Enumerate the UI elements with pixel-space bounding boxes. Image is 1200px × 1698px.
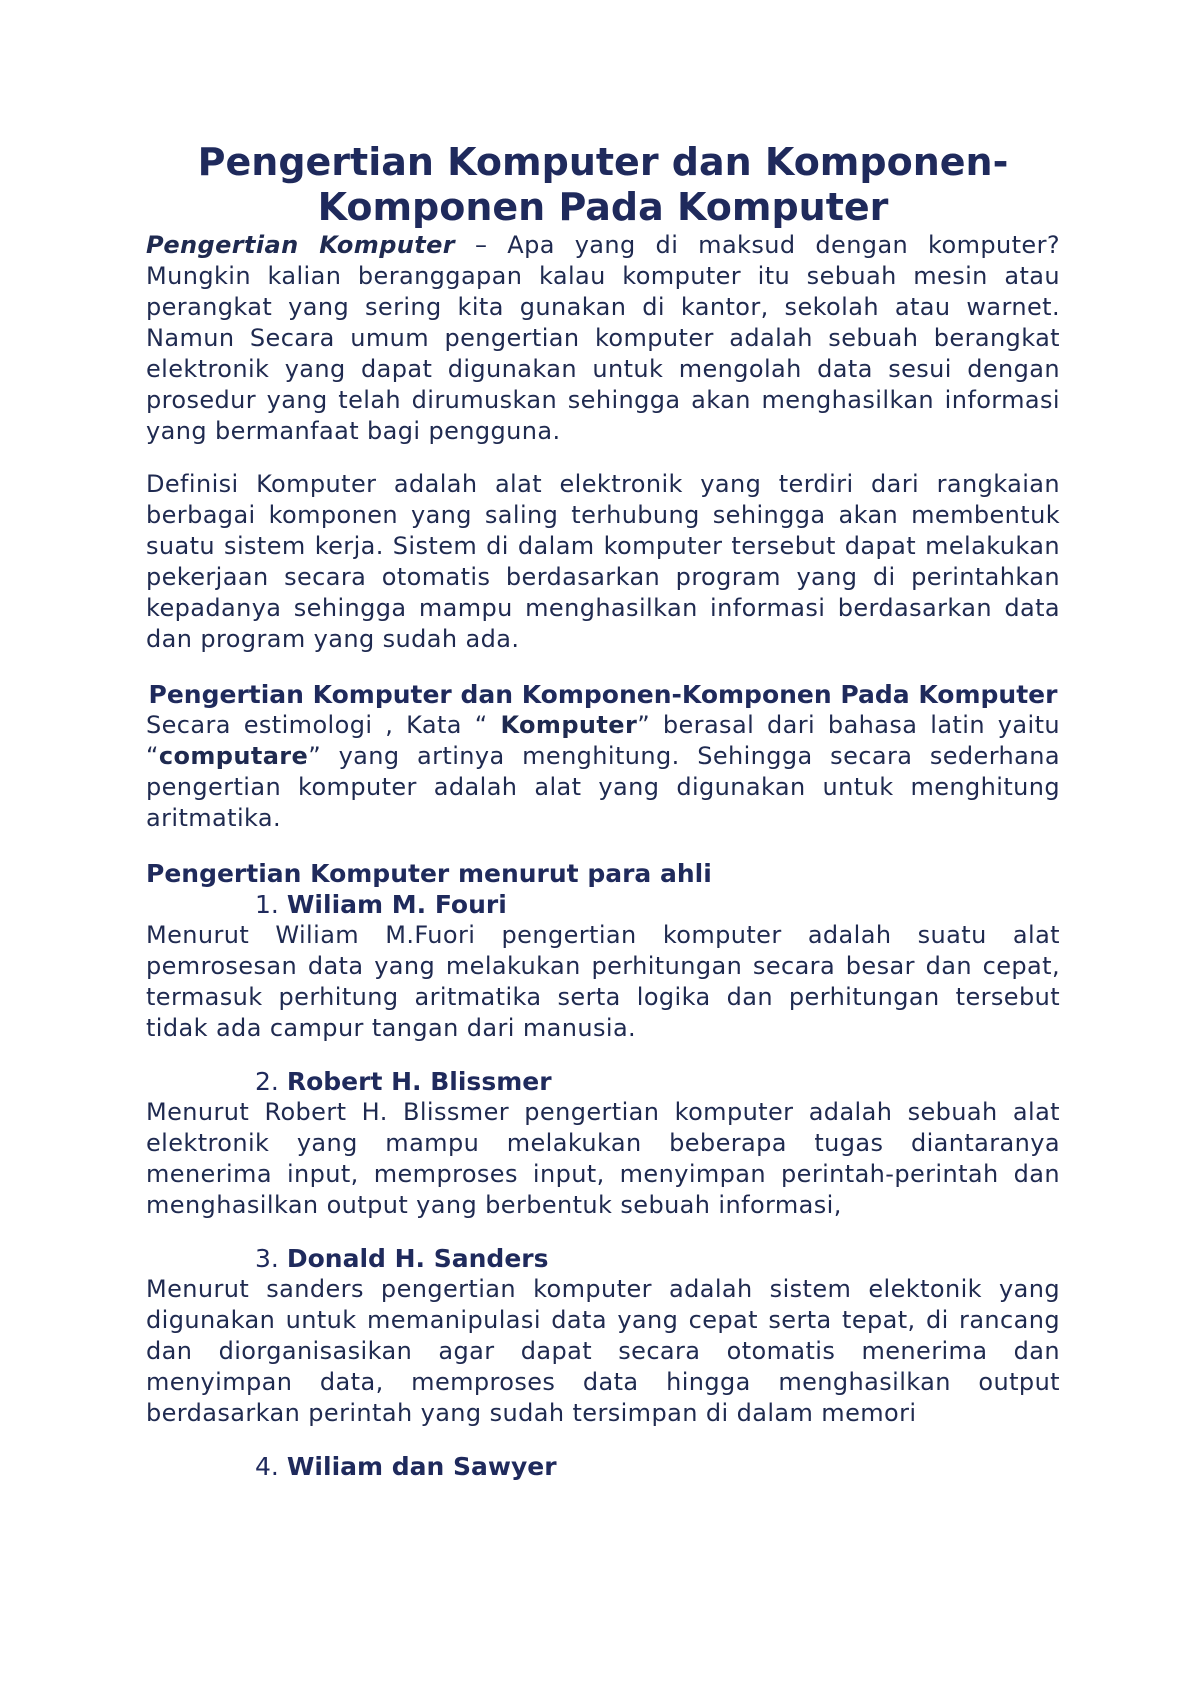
expert-number: 1.: [255, 890, 279, 919]
intro-text: – Apa yang di maksud dengan komputer? Mungkin kalian beranggapan kalau komputer itu sebuah mesin atau perangkat yang sering kita gunakan di kantor, sekolah atau warnet. Namun Secara umum pengertian komputer adalah sebuah berangkat elektronik yang dapat digunakan untuk mengolah data sesui dengan prosedur yang telah dirumuskan sehingga akan menghasilkan informasi yang bermanfaat bagi pengguna.: [146, 231, 1060, 445]
expert-item-2: [146, 1066, 1060, 1097]
page-title: Pengertian Komputer dan Komponen-Komponen Pada Komputer: [197, 140, 1009, 229]
expert-paragraph-3: Menurut sanders pengertian komputer adalah sistem elektonik yang digunakan untuk memanipulasi data yang cepat serta tepat, di rancang dan diorganisasikan agar dapat secara otomatis menerima dan menyimpan data, memproses data hingga menghasilkan output berdasarkan perintah yang sudah tersimpan di dalam memori: [146, 1275, 1060, 1427]
expert-item-3: [146, 1243, 1060, 1274]
etymology-text-2: ” berasal dari bahasa latin yaitu “: [146, 711, 1060, 770]
expert-paragraph-2: Menurut Robert H. Blissmer pengertian komputer adalah sebuah alat elektronik yang mampu melakukan beberapa tugas diantaranya menerima input, memproses input, menyimpan perintah-perintah dan menghasilkan output yang berbentuk sebuah informasi,: [146, 1098, 1060, 1219]
expert-item-4: [146, 1451, 1060, 1482]
etymology-term-komputer: Komputer: [500, 711, 638, 739]
expert-number: 4.: [255, 1452, 279, 1481]
expert-name: Wiliam M. Fouri: [286, 890, 507, 919]
etymology-text-1: Secara estimologi , Kata “: [146, 711, 501, 739]
etymology-text-3: ” yang artinya menghitung. Sehingga secara sederhana pengertian komputer adalah alat yang digunakan untuk menghitung aritmatika.: [146, 742, 1060, 832]
intro-paragraph: [146, 230, 1060, 447]
experts-heading: Pengertian Komputer menurut para ahli: [146, 859, 712, 888]
definition-paragraph: Definisi Komputer adalah alat elektronik yang terdiri dari rangkaian berbagai komponen yang saling terhubung sehingga akan membentuk suatu sistem kerja. Sistem di dalam komputer tersebut dapat melakukan pekerjaan secara otomatis berdasarkan program yang di perintahkan kepadanya sehingga mampu menghasilkan informasi berdasarkan data dan program yang sudah ada.: [146, 470, 1060, 653]
expert-name: Wiliam dan Sawyer: [286, 1452, 557, 1481]
etymology-term-computare: computare: [158, 742, 309, 770]
expert-name: Donald H. Sanders: [286, 1244, 549, 1273]
expert-name: Robert H. Blissmer: [286, 1067, 552, 1096]
intro-lead: Pengertian Komputer: [146, 231, 456, 259]
section-heading: Pengertian Komputer dan Komponen-Komponen Pada Komputer: [148, 680, 1058, 709]
etymology-paragraph: [146, 710, 1060, 834]
expert-number: 3.: [255, 1244, 279, 1273]
expert-paragraph-1: Menurut Wiliam M.Fuori pengertian komputer adalah suatu alat pemrosesan data yang melakukan perhitungan secara besar dan cepat, termasuk perhitung aritmatika serta logika dan perhitungan tersebut tidak ada campur tangan dari manusia.: [146, 921, 1060, 1042]
expert-number: 2.: [255, 1067, 279, 1096]
expert-item-1: [146, 889, 1060, 920]
document-page: [146, 140, 1060, 1482]
